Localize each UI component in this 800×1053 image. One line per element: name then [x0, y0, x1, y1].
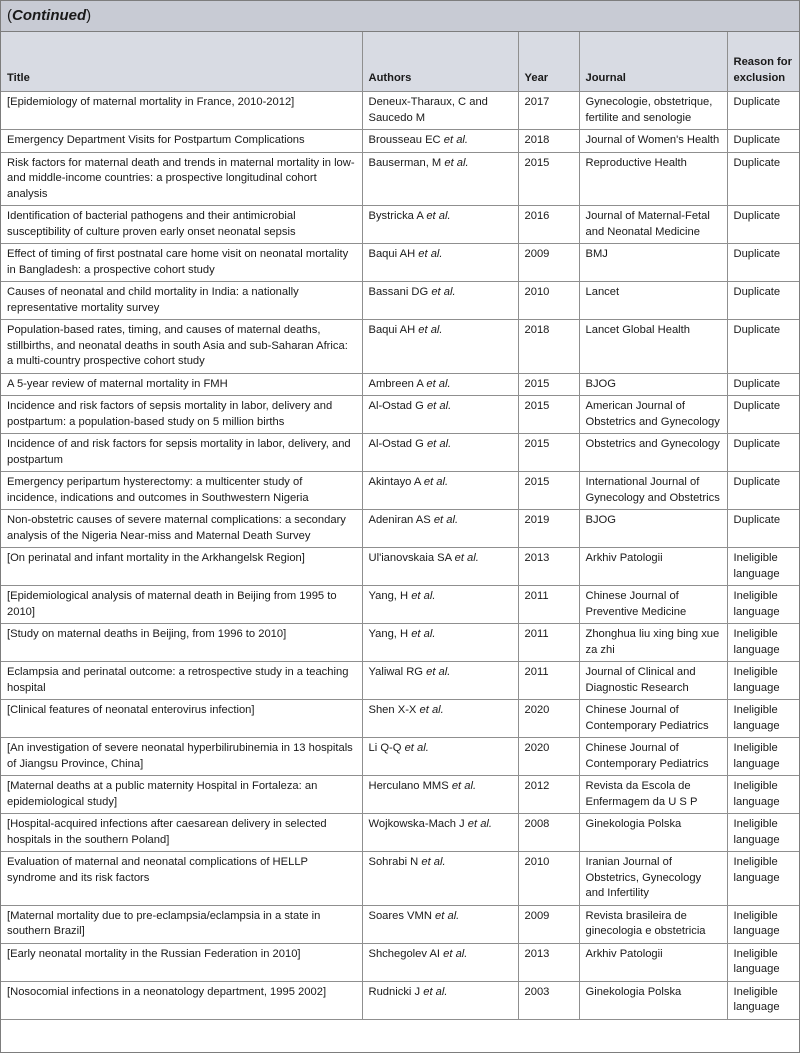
cell-journal: Iranian Journal of Obstetrics, Gynecology and Infertility	[579, 852, 727, 906]
table-row	[1, 662, 799, 700]
author-name: Akintayo A	[368, 476, 421, 488]
cell-title: [Early neonatal mortality in the Russian Federation in 2010]	[1, 943, 362, 981]
table-body	[1, 92, 799, 1020]
cell-reason: Ineligible language	[727, 814, 799, 852]
author-etal: et al.	[443, 947, 468, 960]
cell-reason: Duplicate	[727, 244, 799, 282]
table-row	[1, 814, 799, 852]
cell-authors	[362, 738, 518, 776]
cell-journal: BJOG	[579, 373, 727, 396]
author-etal: et al.	[411, 628, 436, 640]
table-header-row	[1, 32, 799, 92]
author-name: Rudnicki J	[368, 985, 421, 998]
table-row	[1, 130, 799, 153]
cell-journal: Chinese Journal of Contemporary Pediatrics	[579, 700, 727, 738]
cell-authors	[362, 814, 518, 852]
author-name: Bauserman, M	[368, 156, 442, 169]
table-row	[1, 373, 799, 396]
cell-reason: Duplicate	[727, 92, 799, 130]
author-etal: et al.	[426, 666, 451, 678]
author-etal: et al.	[467, 818, 493, 830]
author-etal: et al.	[426, 377, 451, 390]
author-name: Herculano MMS	[368, 780, 449, 792]
cell-year: 2015	[518, 152, 579, 206]
table-row	[1, 320, 799, 374]
cell-year: 2013	[518, 548, 579, 586]
cell-year: 2003	[518, 981, 579, 1019]
cell-journal: Revista brasileira de ginecologia e obstetricia	[579, 905, 727, 943]
table-row	[1, 852, 799, 906]
author-etal: et al.	[426, 400, 452, 412]
cell-year: 2020	[518, 738, 579, 776]
cell-title: A 5-year review of maternal mortality in FMH	[1, 373, 362, 396]
author-etal: et al.	[435, 909, 460, 922]
cell-authors	[362, 700, 518, 738]
cell-journal: Arkhiv Patologii	[579, 943, 727, 981]
cell-title: [Nosocomial infections in a neonatology department, 1995 2002]	[1, 981, 362, 1019]
cell-authors	[362, 244, 518, 282]
cell-journal: Chinese Journal of Contemporary Pediatrics	[579, 738, 727, 776]
author-name: Brousseau EC	[368, 134, 441, 146]
cell-journal: Journal of Maternal-Fetal and Neonatal Medicine	[579, 206, 727, 244]
cell-journal: Gynecologie, obstetrique, fertilite and senologie	[579, 92, 727, 130]
cell-journal: Zhonghua liu xing bing xue za zhi	[579, 624, 727, 662]
cell-journal: Ginekologia Polska	[579, 981, 727, 1019]
cell-reason: Duplicate	[727, 152, 799, 206]
cell-title: Emergency Department Visits for Postpartum Complications	[1, 130, 362, 153]
cell-year: 2011	[518, 586, 579, 624]
cell-reason: Ineligible language	[727, 586, 799, 624]
cell-year: 2018	[518, 130, 579, 153]
cell-authors	[362, 396, 518, 434]
author-etal: et al.	[451, 780, 477, 792]
author-name: Li Q-Q	[368, 742, 402, 754]
cell-year: 2011	[518, 624, 579, 662]
cell-reason: Ineligible language	[727, 624, 799, 662]
header-year: Year	[518, 32, 579, 92]
cell-year: 2015	[518, 472, 579, 510]
table-row	[1, 943, 799, 981]
author-etal: et al.	[426, 438, 452, 450]
cell-authors	[362, 282, 518, 320]
cell-title: [Study on maternal deaths in Beijing, from 1996 to 2010]	[1, 624, 362, 662]
cell-journal: American Journal of Obstetrics and Gynecology	[579, 396, 727, 434]
table-row	[1, 92, 799, 130]
author-etal: et al.	[421, 856, 446, 868]
author-etal: et al.	[444, 156, 469, 169]
cell-title: [Epidemiological analysis of maternal death in Beijing from 1995 to 2010]	[1, 586, 362, 624]
cell-year: 2013	[518, 943, 579, 981]
cell-reason: Duplicate	[727, 206, 799, 244]
author-name: Soares VMN	[368, 909, 432, 922]
exclusion-table	[1, 32, 799, 1020]
cell-reason: Ineligible language	[727, 662, 799, 700]
cell-journal: Chinese Journal of Preventive Medicine	[579, 586, 727, 624]
author-name: Baqui AH	[368, 324, 416, 336]
author-name: Al-Ostad G	[368, 400, 424, 412]
cell-year: 2019	[518, 510, 579, 548]
table-row	[1, 776, 799, 814]
cell-year: 2020	[518, 700, 579, 738]
table-row	[1, 700, 799, 738]
continued-banner	[1, 1, 799, 32]
cell-journal: Journal of Clinical and Diagnostic Research	[579, 662, 727, 700]
cell-authors	[362, 92, 518, 130]
cell-journal: BMJ	[579, 244, 727, 282]
continued-open: (	[7, 7, 12, 24]
cell-reason: Ineligible language	[727, 700, 799, 738]
author-name: Al-Ostad G	[368, 438, 424, 450]
cell-year: 2008	[518, 814, 579, 852]
cell-title: [Hospital-acquired infections after caesarean delivery in selected hospitals in the southern Poland]	[1, 814, 362, 852]
author-name: Yaliwal RG	[368, 666, 423, 678]
continued-label: Continued	[12, 7, 87, 24]
author-etal: et al.	[418, 248, 443, 260]
cell-authors	[362, 981, 518, 1019]
cell-reason: Ineligible language	[727, 981, 799, 1019]
cell-authors	[362, 320, 518, 374]
header-reason: Reason for exclusion	[727, 32, 799, 92]
cell-title: Incidence of and risk factors for sepsis mortality in labor, delivery, and postpartum	[1, 434, 362, 472]
author-name: Sohrabi N	[368, 856, 419, 868]
author-name: Yang, H	[368, 628, 409, 640]
cell-reason: Duplicate	[727, 373, 799, 396]
cell-title: [Epidemiology of maternal mortality in France, 2010-2012]	[1, 92, 362, 130]
cell-authors	[362, 206, 518, 244]
cell-journal: Journal of Women's Health	[579, 130, 727, 153]
cell-year: 2009	[518, 905, 579, 943]
author-name: Baqui AH	[368, 248, 416, 260]
continued-close: )	[86, 7, 92, 24]
cell-year: 2015	[518, 373, 579, 396]
cell-reason: Ineligible language	[727, 943, 799, 981]
cell-reason: Duplicate	[727, 282, 799, 320]
author-etal: et al.	[433, 514, 459, 526]
cell-year: 2009	[518, 244, 579, 282]
cell-reason: Ineligible language	[727, 548, 799, 586]
cell-authors	[362, 905, 518, 943]
author-etal: et al.	[454, 552, 479, 564]
header-title: Title	[1, 32, 362, 92]
author-name: Wojkowska-Mach J	[368, 818, 465, 830]
cell-year: 2011	[518, 662, 579, 700]
cell-authors	[362, 943, 518, 981]
cell-year: 2016	[518, 206, 579, 244]
author-name: Deneux-Tharaux, C and Saucedo M	[368, 96, 488, 124]
cell-authors	[362, 852, 518, 906]
cell-authors	[362, 373, 518, 396]
cell-year: 2010	[518, 282, 579, 320]
cell-year: 2015	[518, 434, 579, 472]
cell-year: 2018	[518, 320, 579, 374]
table-row	[1, 548, 799, 586]
header-authors: Authors	[362, 32, 518, 92]
author-etal: et al.	[443, 134, 469, 146]
author-etal: et al.	[423, 476, 449, 488]
cell-title: Non-obstetric causes of severe maternal complications: a secondary analysis of the Nigeria Near-miss and Maternal Death Survey	[1, 510, 362, 548]
cell-title: Eclampsia and perinatal outcome: a retrospective study in a teaching hospital	[1, 662, 362, 700]
cell-journal: International Journal of Gynecology and Obstetrics	[579, 472, 727, 510]
author-etal: et al.	[419, 704, 444, 716]
cell-reason: Duplicate	[727, 130, 799, 153]
table-row	[1, 396, 799, 434]
cell-title: Population-based rates, timing, and causes of maternal deaths, stillbirths, and neonatal deaths in south Asia and sub-Saharan Africa: a multi-country prospective cohort study	[1, 320, 362, 374]
table-row	[1, 282, 799, 320]
table-row	[1, 981, 799, 1019]
cell-title: [Maternal deaths at a public maternity Hospital in Fortaleza: an epidemiological study]	[1, 776, 362, 814]
author-name: Ul'ianovskaia SA	[368, 552, 452, 564]
cell-title: Incidence and risk factors of sepsis mortality in labor, delivery and postpartum: a population-based study on 5 million births	[1, 396, 362, 434]
cell-year: 2017	[518, 92, 579, 130]
cell-reason: Duplicate	[727, 434, 799, 472]
cell-reason: Duplicate	[727, 396, 799, 434]
cell-authors	[362, 130, 518, 153]
cell-title: [An investigation of severe neonatal hyperbilirubinemia in 13 hospitals of Jiangsu Province, China]	[1, 738, 362, 776]
cell-journal: Lancet Global Health	[579, 320, 727, 374]
cell-title: Effect of timing of first postnatal care home visit on neonatal mortality in Bangladesh: a prospective cohort study	[1, 244, 362, 282]
cell-authors	[362, 662, 518, 700]
table-row	[1, 510, 799, 548]
cell-journal: Revista da Escola de Enfermagem da U S P	[579, 776, 727, 814]
author-etal: et al.	[426, 210, 451, 222]
cell-journal: Reproductive Health	[579, 152, 727, 206]
cell-reason: Ineligible language	[727, 852, 799, 906]
author-etal: et al.	[431, 286, 456, 298]
cell-authors	[362, 434, 518, 472]
cell-authors	[362, 548, 518, 586]
cell-year: 2010	[518, 852, 579, 906]
cell-journal: Ginekologia Polska	[579, 814, 727, 852]
table-row	[1, 152, 799, 206]
table-row	[1, 472, 799, 510]
author-etal: et al.	[411, 590, 436, 602]
table-row	[1, 624, 799, 662]
header-journal: Journal	[579, 32, 727, 92]
cell-title: Emergency peripartum hysterectomy: a multicenter study of incidence, indications and outcomes in Southwestern Nigeria	[1, 472, 362, 510]
author-etal: et al.	[423, 985, 448, 998]
cell-reason: Duplicate	[727, 510, 799, 548]
cell-authors	[362, 152, 518, 206]
cell-year: 2012	[518, 776, 579, 814]
cell-title: [Clinical features of neonatal enterovirus infection]	[1, 700, 362, 738]
table-row	[1, 206, 799, 244]
cell-title: [On perinatal and infant mortality in the Arkhangelsk Region]	[1, 548, 362, 586]
cell-title: Risk factors for maternal death and trends in maternal mortality in low- and middle-income countries: a prospective longitudinal cohort analysis	[1, 152, 362, 206]
table-row	[1, 244, 799, 282]
cell-journal: Arkhiv Patologii	[579, 548, 727, 586]
cell-journal: Obstetrics and Gynecology	[579, 434, 727, 472]
cell-title: [Maternal mortality due to pre-eclampsia/eclampsia in a state in southern Brazil]	[1, 905, 362, 943]
cell-authors	[362, 586, 518, 624]
author-name: Shchegolev AI	[368, 947, 441, 960]
author-etal: et al.	[418, 324, 443, 336]
table-row	[1, 738, 799, 776]
cell-year: 2015	[518, 396, 579, 434]
cell-title: Evaluation of maternal and neonatal complications of HELLP syndrome and its risk factors	[1, 852, 362, 906]
table-row	[1, 586, 799, 624]
table-row	[1, 905, 799, 943]
cell-reason: Ineligible language	[727, 738, 799, 776]
cell-reason: Ineligible language	[727, 776, 799, 814]
cell-reason: Duplicate	[727, 472, 799, 510]
author-name: Adeniran AS	[368, 514, 431, 526]
author-name: Shen X-X	[368, 704, 417, 716]
cell-reason: Ineligible language	[727, 905, 799, 943]
cell-authors	[362, 776, 518, 814]
author-name: Ambreen A	[368, 377, 424, 390]
author-etal: et al.	[404, 742, 429, 754]
cell-title: Identification of bacterial pathogens and their antimicrobial susceptibility of culture proven early onset neonatal sepsis	[1, 206, 362, 244]
cell-authors	[362, 472, 518, 510]
cell-reason: Duplicate	[727, 320, 799, 374]
cell-journal: Lancet	[579, 282, 727, 320]
author-name: Yang, H	[368, 590, 409, 602]
table-row	[1, 434, 799, 472]
cell-authors	[362, 624, 518, 662]
author-name: Bassani DG	[368, 286, 429, 298]
cell-authors	[362, 510, 518, 548]
author-name: Bystricka A	[368, 210, 424, 222]
cell-journal: BJOG	[579, 510, 727, 548]
cell-title: Causes of neonatal and child mortality in India: a nationally representative mortality survey	[1, 282, 362, 320]
